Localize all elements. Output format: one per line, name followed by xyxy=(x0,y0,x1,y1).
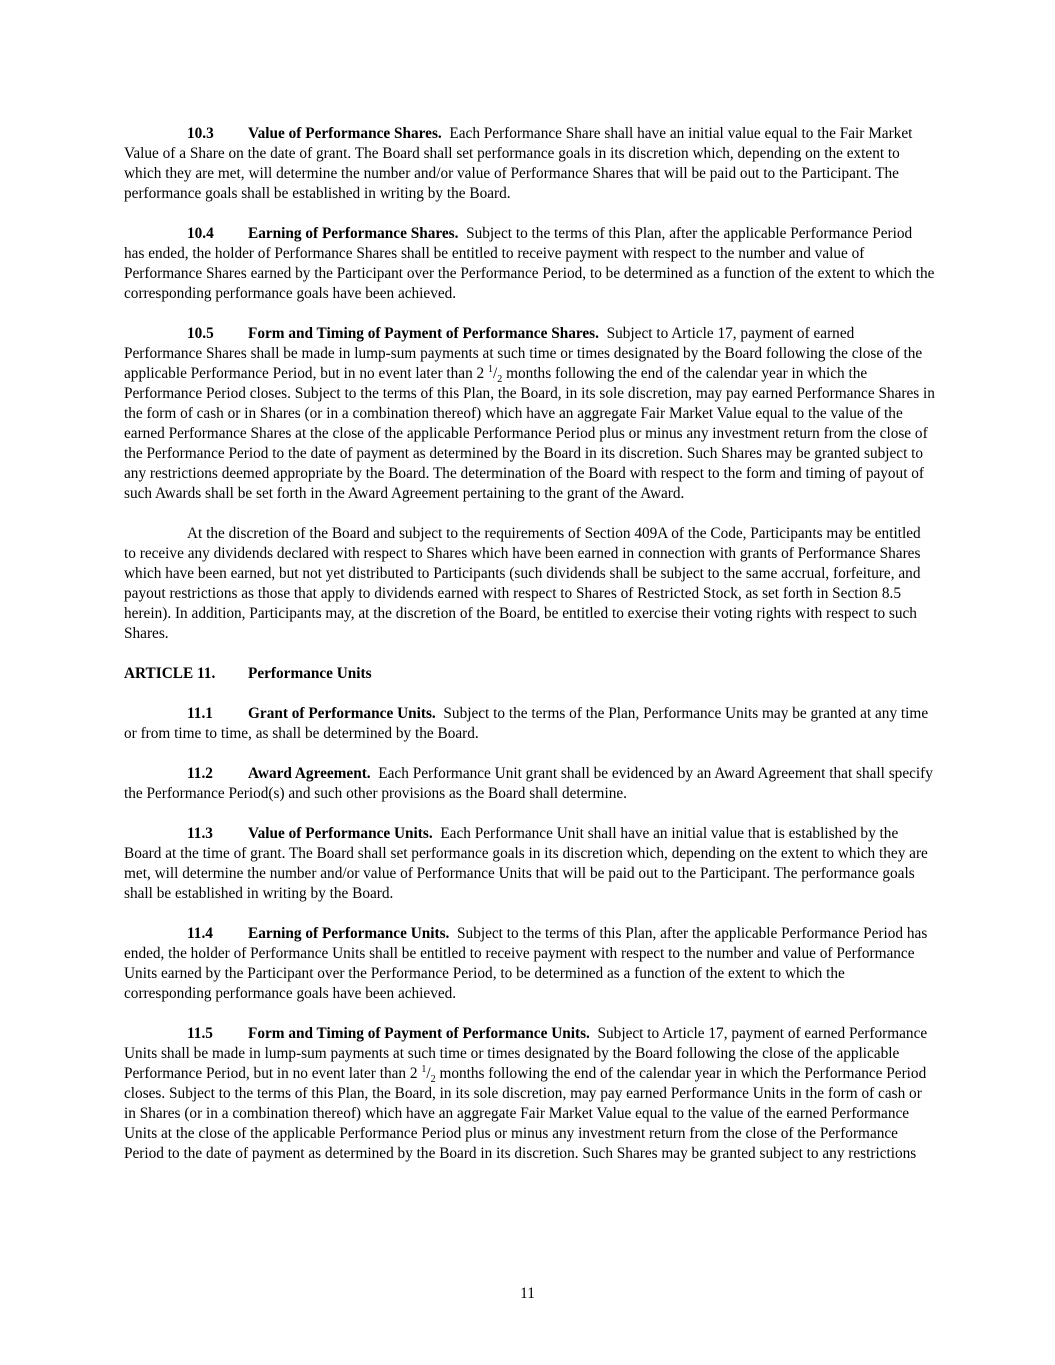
section-number: 11.2 xyxy=(187,765,213,782)
section-10-5 xyxy=(124,324,936,504)
section-text: Each Performance Share shall have an initial value equal to the Fair Market Value of a Share on the date of grant. The Board shall set performance goals in its discretion which, depending on the extent to which they are met, will determine the number and/or value of Performance Shares that will be paid out to the Participant. The performance goals shall be established in writing by the Board. xyxy=(124,125,913,202)
section-number: 10.4 xyxy=(187,225,214,242)
section-11-1 xyxy=(124,704,936,744)
section-text: Each Performance Unit shall have an initial value that is established by the Board at the time of grant. The Board shall set performance goals in its discretion which, depending on the extent to which they are met, will determine the number and/or value of Performance Units that will be paid out to the Participant. The performance goals shall be established in writing by the Board. xyxy=(124,825,928,902)
section-heading: Form and Timing of Payment of Performance Units. xyxy=(248,1025,590,1042)
section-10-4 xyxy=(124,224,936,304)
article-11-heading xyxy=(124,664,936,684)
fraction-denominator: 2 xyxy=(497,374,503,386)
section-heading: Form and Timing of Payment of Performance Shares. xyxy=(248,325,599,342)
fraction-denominator: 2 xyxy=(430,1074,436,1086)
dividends-paragraph xyxy=(124,524,936,644)
section-heading: Grant of Performance Units. xyxy=(248,705,436,722)
section-10-3 xyxy=(124,124,936,204)
section-text: Subject to the terms of the Plan, Performance Units may be granted at any time or from time to time, as shall be determined by the Board. xyxy=(124,705,929,742)
fraction-numerator: 1 xyxy=(488,363,494,375)
section-number: 11.5 xyxy=(187,1025,213,1042)
section-number: 11.4 xyxy=(187,925,213,942)
section-text-continued: months following the end of the calendar year in which the Performance Period closes. Subject to the terms of this Plan, the Board, in its sole discretion, may pay earned Performance Shares in the form of cash or in Shares (or in a combination thereof) which have an aggregate Fair Market Value equal to the value of the earned Performance Shares at the close of the applicable Performance Period plus or minus any investment return from the close of the Performance Period to the date of payment as determined by the Board in its discretion. Such Shares may be granted subject to any restrictions deemed appropriate by the Board. The determination of the Board with respect to the form and timing of payout of such Awards shall be set forth in the Award Agreement pertaining to the grant of the Award. xyxy=(124,365,935,502)
section-number: 10.5 xyxy=(187,325,214,342)
page-number: 11 xyxy=(520,1285,535,1302)
section-11-4 xyxy=(124,924,936,1004)
section-11-3 xyxy=(124,824,936,904)
section-number: 11.3 xyxy=(187,825,213,842)
section-heading: Earning of Performance Shares. xyxy=(248,225,459,242)
section-11-5 xyxy=(124,1024,936,1164)
section-text-continued: months following the end of the calendar year in which the Performance Period closes. Subject to the terms of this Plan, the Board, in its sole discretion, may pay earned Performance Units in the form of cash or in Shares (or in a combination thereof) which have an aggregate Fair Market Value equal to the value of the earned Performance Units at the close of the applicable Performance Period plus or minus any investment return from the close of the Performance Period to the date of payment as determined by the Board in its discretion. Such Shares may be granted subject to any restrictions xyxy=(124,1065,927,1162)
fraction-numerator: 1 xyxy=(421,1063,427,1075)
section-heading: Award Agreement. xyxy=(248,765,371,782)
section-11-2 xyxy=(124,764,936,804)
fraction: $^1/_2$ xyxy=(488,363,503,386)
section-heading: Earning of Performance Units. xyxy=(248,925,450,942)
section-text: Subject to Article 17, payment of earned Performance Shares shall be made in lump-sum payments at such time or times designated by the Board following the close of the applicable Performance Period, but in no event later than 2 xyxy=(124,325,923,382)
section-text: Subject to the terms of this Plan, after the applicable Performance Period has ended, the holder of Performance Shares shall be entitled to receive payment with respect to the number and value of Performance Shares earned by the Participant over the Performance Period, to be determined as a function of the extent to which the corresponding performance goals have been achieved. xyxy=(124,225,935,302)
document-body xyxy=(124,124,936,1164)
section-heading: Value of Performance Units. xyxy=(248,825,433,842)
section-number: 11.1 xyxy=(187,705,213,722)
section-text: Subject to Article 17, payment of earned Performance Units shall be made in lump-sum payments at such time or times designated by the Board following the close of the applicable Performance Period, but in no event later than 2 xyxy=(124,1025,928,1082)
fraction: $^1/_2$ xyxy=(421,1063,436,1086)
article-title: Performance Units xyxy=(248,665,372,682)
article-number: ARTICLE 11. xyxy=(124,665,216,682)
section-number: 10.3 xyxy=(187,125,214,142)
paragraph-text: At the discretion of the Board and subject to the requirements of Section 409A of the Code, Participants may be entitled to receive any dividends declared with respect to Shares which have been earned in connection with grants of Performance Shares which have been earned, but not yet distributed to Participants (such dividends shall be subject to the same accrual, forfeiture, and payout restrictions as those that apply to dividends earned with respect to Shares of Restricted Stock, as set forth in Section 8.5 herein). In addition, Participants may, at the discretion of the Board, be entitled to exercise their voting rights with respect to such Shares. xyxy=(124,525,921,642)
section-heading: Value of Performance Shares. xyxy=(248,125,442,142)
section-text: Each Performance Unit grant shall be evidenced by an Award Agreement that shall specify the Performance Period(s) and such other provisions as the Board shall determine. xyxy=(124,765,933,802)
section-text: Subject to the terms of this Plan, after the applicable Performance Period has ended, the holder of Performance Units shall be entitled to receive payment with respect to the number and value of Performance Units earned by the Participant over the Performance Period, to be determined as a function of the extent to which the corresponding performance goals have been achieved. xyxy=(124,925,928,1002)
